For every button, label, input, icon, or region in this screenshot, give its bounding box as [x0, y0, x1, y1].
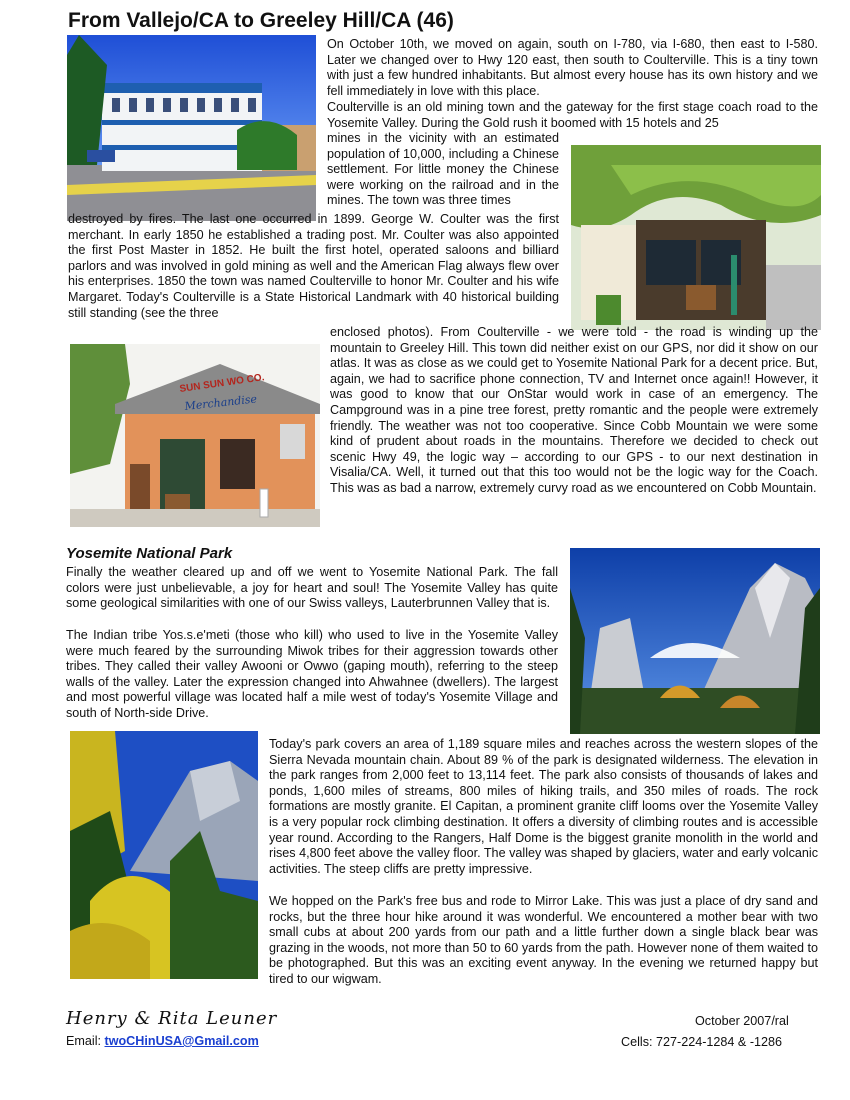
yosemite-paragraph-3: Today's park covers an area of 1,189 square miles and reaches across the western slopes of the Sierra Nevada mountain chain. About 89 % of the park is designated wilderness. The elevation in the park ranges from 2,000 feet to 13,114 feet. The park also consists of thousands of lakes and ponds, 1,600 miles of streams, 800 miles of hiking trails, and 350 miles of roads. The rock formations are mostly granite. El Capitan, a prominent granite cliff looms over the Yosemite Valley is a very popular rock climbing destination. It offers a diversity of climbing routes and is accessible year round. According to the Rangers, Half Dome is the biggest granite monolith in the world and rises 4,800 feet above the valley floor. The valley was shaped by glaciers, water and early volcanic activities. The steep cliffs are pretty impressive.	[269, 737, 818, 876]
photo-sun-sun-wo-store	[70, 344, 320, 527]
article-paragraph-2c: destroyed by fires. The last one occurred in 1899. George W. Coulter was the first merchant. In early 1850 he established a trading post. Mr. Coulter was also appointed the first Post Master in 1852. He built the first hotel, operated saloons and billiard parlors and was involved in gold mining as well and the American Flag always flew over his enterprises. 1850 the town was named Coulterville to honor Mr. Coulter and his wife Margaret. Today's Coulterville is a State Historical Landmark with 40 historical building still standing (see the three	[68, 212, 559, 320]
email-label: Email:	[66, 1034, 101, 1048]
article-paragraph-2a: Coulterville is an old mining town and the gateway for the first stage coach road to the Yosemite Valley. During the Gold rush it boomed with 15 hotels and 25	[327, 100, 818, 130]
email-line	[66, 1034, 259, 1048]
photo-hotel	[67, 35, 316, 221]
store-sign-line2: Merchandise	[183, 392, 258, 413]
email-link[interactable]: twoCHinUSA@Gmail.com	[104, 1034, 259, 1048]
article-paragraph-1: On October 10th, we moved on again, south on I-780, via I-680, then east to I-580. Later we changed over to Hwy 120 east, then south to Coulterville. This is a tiny town with just a few hundred inhabitants. But almost every house has its own history and we fell immediately in love with this place.	[327, 37, 818, 98]
page-title: From Vallejo/CA to Greeley Hill/CA (46)	[68, 9, 454, 32]
yosemite-paragraph-4: We hopped on the Park's free bus and rode to Mirror Lake. This was just a place of dry sand and rocks, but the three hour hike around it was wonderful. We encountered a mother bear with two small cubs at about 200 yards from our path and a little further down a single black bear was grazing in the woods, not more than 50 to 60 yards from the path. However none of them waited to be photographed. But this was an exciting event anyway. In the evening we returned happy but tired to our wigwam.	[269, 894, 818, 986]
article-paragraph-2d: enclosed photos). From Coulterville - we were told - the road is winding up the mountain to Greeley Hill. This town did neither exist on our GPS, nor did it show on our atlas. It was as close as we could get to Yosemite National Park for a decent price. But, again, we had to sacrifice phone connection, TV and Internet once again!! However, it was good to know that our OnStar would work in case of an emergency. The Campground was in a pine tree forest, pretty romantic and the people were extremely friendly. The weather was not too cooperative. Since Cobb Mountain we were some kind of prudent about roads in the mountains. Therefore we decided to check out scenic Hwy 49, the logic way – according to our GPS - to our next destination in Visalia/CA. Well, it turned out that this too would not be the logic way for the Coach. This was as bad a narrow, extremely curvy road as we encountered on Cobb Mountain.	[330, 325, 818, 495]
article-paragraph-2b: mines in the vicinity with an estimated population of 10,000, including a Chinese settlement. For little money the Chinese were working on the railroad and in the mines. The town was three times	[327, 131, 559, 208]
photo-yosemite-valley	[570, 548, 820, 734]
footer-date: October 2007/ral	[695, 1014, 789, 1028]
photo-half-dome-autumn	[70, 731, 258, 979]
photo-shop-porch	[571, 145, 821, 330]
yosemite-paragraph-2: The Indian tribe Yos.s.e'meti (those who kill) who used to live in the Yosemite Valley were much feared by the surrounding Miwok tribes for their aggression towards other tribes. They called their valley Awooni or Owwo (gaping mouth), referring to the steep walls of the valley. Later the expression changed into Ahwahnee (dwellers). The largest and most powerful village was located half a mile west of today's Yosemite Village and south of North-side Drive.	[66, 628, 558, 720]
signature: Henry & Rita Leuner	[66, 1008, 278, 1029]
yosemite-paragraph-1: Finally the weather cleared up and off we went to Yosemite National Park. The fall colors were just unbelievable, a joy for heart and soul! The Yosemite Valley has quite some geological similarities with one of our Swiss valleys, Lauterbrunnen Valley that is.	[66, 565, 558, 611]
section-heading-yosemite: Yosemite National Park	[66, 545, 233, 562]
footer-cells: Cells: 727-224-1284 & -1286	[621, 1035, 783, 1049]
store-sign-line1: SUN SUN WO CO.	[178, 372, 266, 395]
